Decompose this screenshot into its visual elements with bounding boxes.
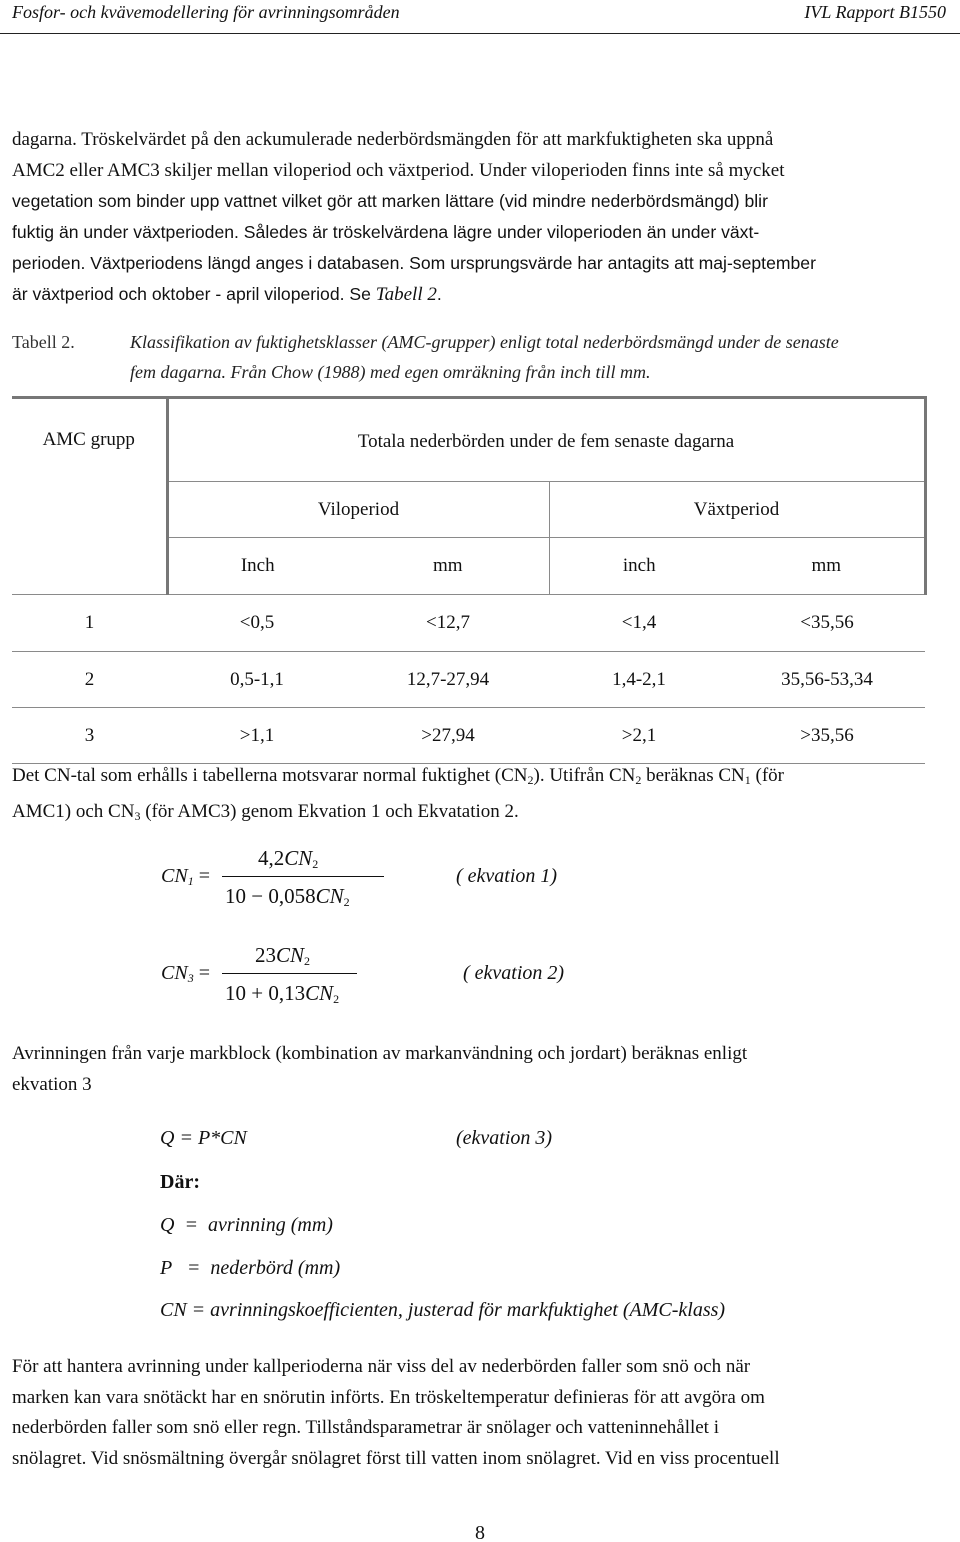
- snow-line: marken kan vara snötäckt har en snörutin införts. En tröskeltemperatur definieras för att avgöra om: [12, 1386, 765, 1408]
- eq2-label: ( ekvation 2): [463, 962, 565, 984]
- running-header-title: Fosfor- och kvävemodellering för avrinningsområden: [12, 2, 400, 22]
- cn-definition: CN = avrinningskoefficienten, justerad för markfuktighet (AMC-klass): [160, 1299, 726, 1321]
- intro-line: dagarna. Tröskelvärdet på den ackumulerade nederbördsmängden för att markfuktigheten ska uppnå: [12, 129, 774, 150]
- eq2-fraction-bar: [222, 973, 357, 974]
- runoff-line: Avrinningen från varje markblock (kombination av markanvändning och jordart) beräknas enligt: [12, 1043, 748, 1064]
- snow-line: nederbörden faller som snö eller regn. Tillståndsparametrar är snölager och vatteninnehållet i: [12, 1417, 719, 1438]
- table-cell: >27,94: [347, 708, 549, 764]
- table-cell: 35,56-53,34: [729, 652, 925, 708]
- runoff-paragraph: [12, 1038, 942, 1100]
- intro-line: AMC2 eller AMC3 skiljer mellan viloperiod och växtperiod. Under viloperioden finns inte så mycket: [12, 160, 785, 181]
- caption-label: Tabell 2.: [12, 332, 75, 352]
- snow-line: För att hantera avrinning under kallperioderna när viss del av nederbörden faller som snö och när: [12, 1356, 751, 1377]
- unit-header: mm: [347, 538, 549, 595]
- intro-line: perioden. Växtperiodens längd anges i databasen. Som ursprungsvärde har antagits att maj-september: [12, 253, 816, 273]
- eq1-label: ( ekvation 1): [456, 865, 558, 887]
- col-header-growth-period: Växtperiod: [549, 482, 925, 538]
- caption-line: Klassifikation av fuktighetsklasser (AMC-grupper) enligt total nederbördsmängd under de senaste: [130, 332, 839, 352]
- table-row: [12, 595, 925, 652]
- snow-paragraph: [12, 1352, 942, 1474]
- eq2-denominator: $10 + 0,13CN_2$: [225, 981, 340, 1006]
- table-cell: 1,4-2,1: [549, 652, 729, 708]
- table-cell: 0,5-1,1: [167, 652, 347, 708]
- q-definition: Q = avrinning (mm): [160, 1214, 333, 1236]
- table-cell: <35,56: [729, 595, 925, 652]
- page-number: 8: [475, 1522, 485, 1542]
- equation-1: [0, 840, 960, 920]
- caption-text: [130, 327, 950, 387]
- col-header-amc-group: AMC grupp: [12, 398, 167, 595]
- table-cell: 2: [12, 652, 167, 708]
- snow-line: snölagret. Vid snösmältning övergår snölagret först till vatten inom snölagret. Vid en viss procentuell: [12, 1447, 780, 1469]
- intro-text: är växtperiod och oktober - april viloperiod. Se: [12, 284, 376, 304]
- equation-2: [0, 937, 960, 1017]
- table-cell: <0,5: [167, 595, 347, 652]
- intro-paragraph: [12, 124, 942, 310]
- table-cell: 1: [12, 595, 167, 652]
- unit-header: inch: [549, 538, 729, 595]
- intro-line: [12, 279, 942, 310]
- caption-line: fem dagarna. Från Chow (1988) med egen omräkning från inch till mm.: [130, 362, 651, 382]
- eq1-fraction-bar: [222, 876, 384, 877]
- amc-table: [12, 396, 927, 764]
- table-cell: >2,1: [549, 708, 729, 764]
- table-cell: 12,7-27,94: [347, 652, 549, 708]
- p-definition: P = nederbörd (mm): [160, 1257, 341, 1279]
- running-header-report: IVL Rapport B1550: [804, 2, 946, 22]
- eq1-lhs: $CN_1$ =: [161, 865, 210, 888]
- where-heading: Där:: [160, 1171, 200, 1193]
- cn-line: Det CN-tal som erhålls i tabellerna motsvarar normal fuktighet $(CN_2)$. Utifrån $CN_2$ beräknas $CN_1$ (för: [12, 765, 784, 787]
- eq1-denominator: $10 - 0,058CN_2$: [225, 884, 350, 909]
- intro-line: fuktig än under växtperioden. Således är tröskelvärdena lägre under viloperioden än under växt-: [12, 222, 760, 242]
- col-header-rest-period: Viloperiod: [167, 482, 549, 538]
- table-cell: >35,56: [729, 708, 925, 764]
- eq3-label: (ekvation 3): [456, 1127, 553, 1149]
- table-row: [12, 652, 925, 708]
- runoff-line: ekvation 3: [12, 1074, 92, 1095]
- header-divider: [0, 33, 960, 34]
- eq1-numerator: $4,2CN_2$: [258, 846, 319, 871]
- table-cell: <1,4: [549, 595, 729, 652]
- intro-text: .: [436, 284, 442, 304]
- cn-line: AMC1) och $CN_3$ (för AMC3) genom Ekvation 1 och Ekvatation 2.: [12, 801, 519, 823]
- intro-line: vegetation som binder upp vattnet vilket gör att marken lättare (vid mindre nederbördsmängd) blir: [12, 191, 768, 211]
- cn-paragraph: [12, 760, 942, 832]
- unit-header: Inch: [167, 538, 347, 595]
- table-cell: <12,7: [347, 595, 549, 652]
- eq3-formula: Q = P*CN: [160, 1127, 247, 1149]
- unit-header: mm: [729, 538, 925, 595]
- table-reference: Tabell 2: [375, 284, 437, 305]
- eq2-lhs: $CN_3$ =: [161, 962, 210, 985]
- eq2-numerator: $23CN_2$: [255, 943, 311, 968]
- col-header-total-precipitation: Totala nederbörden under de fem senaste dagarna: [167, 398, 925, 482]
- table-cell: >1,1: [167, 708, 347, 764]
- table-row: [12, 708, 925, 764]
- table-cell: 3: [12, 708, 167, 764]
